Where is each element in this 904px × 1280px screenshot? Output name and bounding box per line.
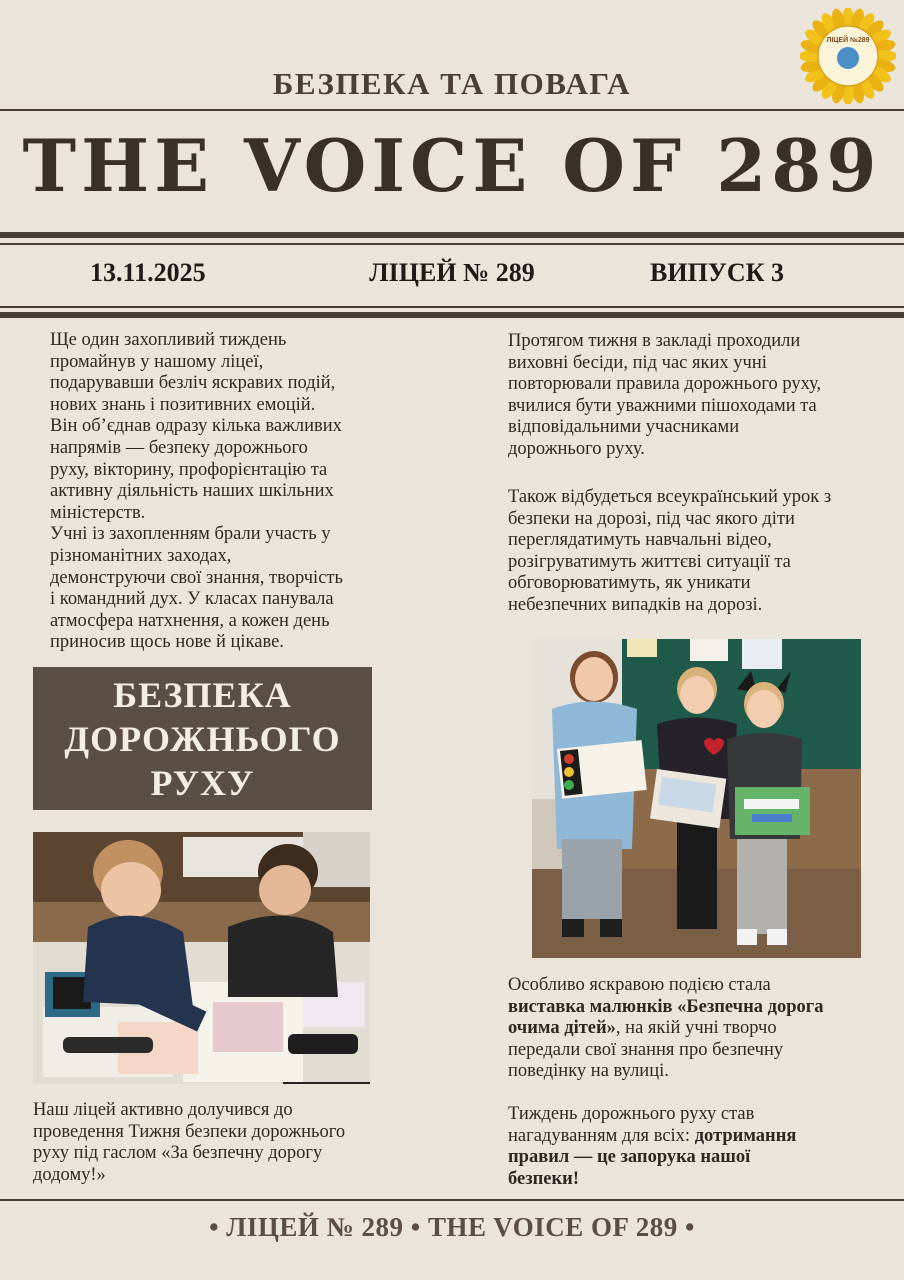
text-line: руху під гаслом «За безпечну дорогу xyxy=(33,1143,323,1164)
plain-text: , на якій учні творчо xyxy=(615,1018,777,1039)
text-line: поведінку на вулиці. xyxy=(508,1061,669,1082)
text-line: атмосфера натхнення, а кожен день xyxy=(50,610,330,631)
text-line: і командний дух. У класах панувала xyxy=(50,589,334,610)
text-line: переглядатимуть навчальні відео, xyxy=(508,530,772,551)
text-line xyxy=(508,1018,893,1040)
text-line: різноманітних заходах, xyxy=(50,545,232,566)
text-line: повторювали правила дорожнього руху, xyxy=(508,374,822,395)
text-line: Також відбудеться всеукраїнський урок з xyxy=(508,487,832,507)
right-paragraph-2 xyxy=(508,487,888,617)
text-line: приносив щось нове й цікаве. xyxy=(50,632,284,653)
logo-label: ЛІЦЕЙ №289 xyxy=(826,37,870,44)
text-line: промайнув у нашому ліцеї, xyxy=(50,351,264,372)
text-line: руху, вікторину, профорієнтацію та xyxy=(50,459,328,480)
section-title-line: БЕЗПЕКА xyxy=(113,674,292,715)
text-line: нових знань і позитивних емоцій. xyxy=(50,394,316,415)
section-heading-box xyxy=(33,667,372,810)
text-line: додому!» xyxy=(33,1164,106,1185)
bold-text: безпеки! xyxy=(508,1168,580,1189)
section-title xyxy=(64,673,340,805)
drawing-exhibition-photo-illustration xyxy=(532,639,861,958)
text-line: Він об’єднав одразу кілька важливих xyxy=(50,416,342,437)
text-line: небезпечних випадків на дорозі. xyxy=(508,594,763,615)
bold-text: правил — це запорука нашої xyxy=(508,1147,751,1168)
meta-divider-thin xyxy=(0,306,904,308)
bold-text: дотримання xyxy=(694,1125,797,1146)
text-line: передали свої знання про безпечну xyxy=(508,1039,784,1060)
section-title-line: ДОРОЖНЬОГО xyxy=(64,718,341,759)
text-line: активну діяльність наших шкільних xyxy=(50,481,334,502)
text-line: відповідальними учасниками xyxy=(508,417,740,438)
text-line xyxy=(508,1147,893,1169)
footer-divider xyxy=(0,1199,904,1201)
right-paragraph-4 xyxy=(508,1104,893,1190)
issue-number: ВИПУСК 3 xyxy=(650,258,784,287)
text-line: вчилися бути уважними пішоходами та xyxy=(508,395,817,416)
text-line: Наш ліцей активно долучився до xyxy=(33,1100,293,1120)
text-line: дорожнього руху. xyxy=(508,438,645,459)
photo-girls-with-drawings xyxy=(532,639,861,958)
bold-text: виставка малюнків «Безпечна дорога xyxy=(508,996,824,1017)
kicker-title: БЕЗПЕКА ТА ПОВАГА xyxy=(272,66,632,101)
masthead-title: THE VOICE OF 289 xyxy=(22,123,882,208)
text-line: обговорюватимуть, як уникати xyxy=(508,573,751,594)
masthead-divider-thick xyxy=(0,232,904,238)
photo-students-at-desk xyxy=(33,832,370,1084)
text-line: Тиждень дорожнього руху став xyxy=(508,1104,755,1124)
footer-text: • ЛІЦЕЙ № 289 • THE VOICE OF 289 • xyxy=(209,1212,695,1242)
text-line: Ще один захопливий тиждень xyxy=(50,330,287,350)
text-line xyxy=(508,1126,893,1148)
top-divider xyxy=(0,109,904,111)
text-line: Учні із захопленням брали участь у xyxy=(50,524,331,545)
section-title-line: РУХУ xyxy=(150,762,255,803)
plain-text: нагадуванням для всіх: xyxy=(508,1125,695,1146)
text-line xyxy=(508,997,893,1019)
text-line: Протягом тижня в закладі проходили xyxy=(508,331,801,351)
issue-date: 13.11.2025 xyxy=(90,258,206,287)
right-paragraph-1 xyxy=(508,331,888,461)
text-line: подарувавши безліч яскравих подій, xyxy=(50,373,336,394)
right-paragraph-3 xyxy=(508,975,893,1083)
meta-divider-thick xyxy=(0,312,904,318)
masthead-divider-thin xyxy=(0,243,904,245)
school-name: ЛІЦЕЙ № 289 xyxy=(369,258,535,287)
classroom-photo-illustration xyxy=(33,832,370,1084)
text-line: безпеки на дорозі, під час якого діти xyxy=(508,508,795,529)
left-bottom-paragraph xyxy=(33,1100,398,1186)
text-line: Особливо яскравою подією стала xyxy=(508,975,771,995)
text-line: напрямів — безпеку дорожнього xyxy=(50,437,308,458)
text-line: розігруватимуть життєві ситуації та xyxy=(508,551,791,572)
intro-paragraph xyxy=(50,330,390,654)
text-line: демонструючи свої знання, творчість xyxy=(50,567,343,588)
text-line: міністерств. xyxy=(50,502,146,523)
text-line: виховні бесіди, під час яких учні xyxy=(508,352,767,373)
text-line: проведення Тижня безпеки дорожнього xyxy=(33,1121,346,1142)
bold-text: очима дітей» xyxy=(508,1018,616,1039)
text-line xyxy=(508,1169,893,1191)
